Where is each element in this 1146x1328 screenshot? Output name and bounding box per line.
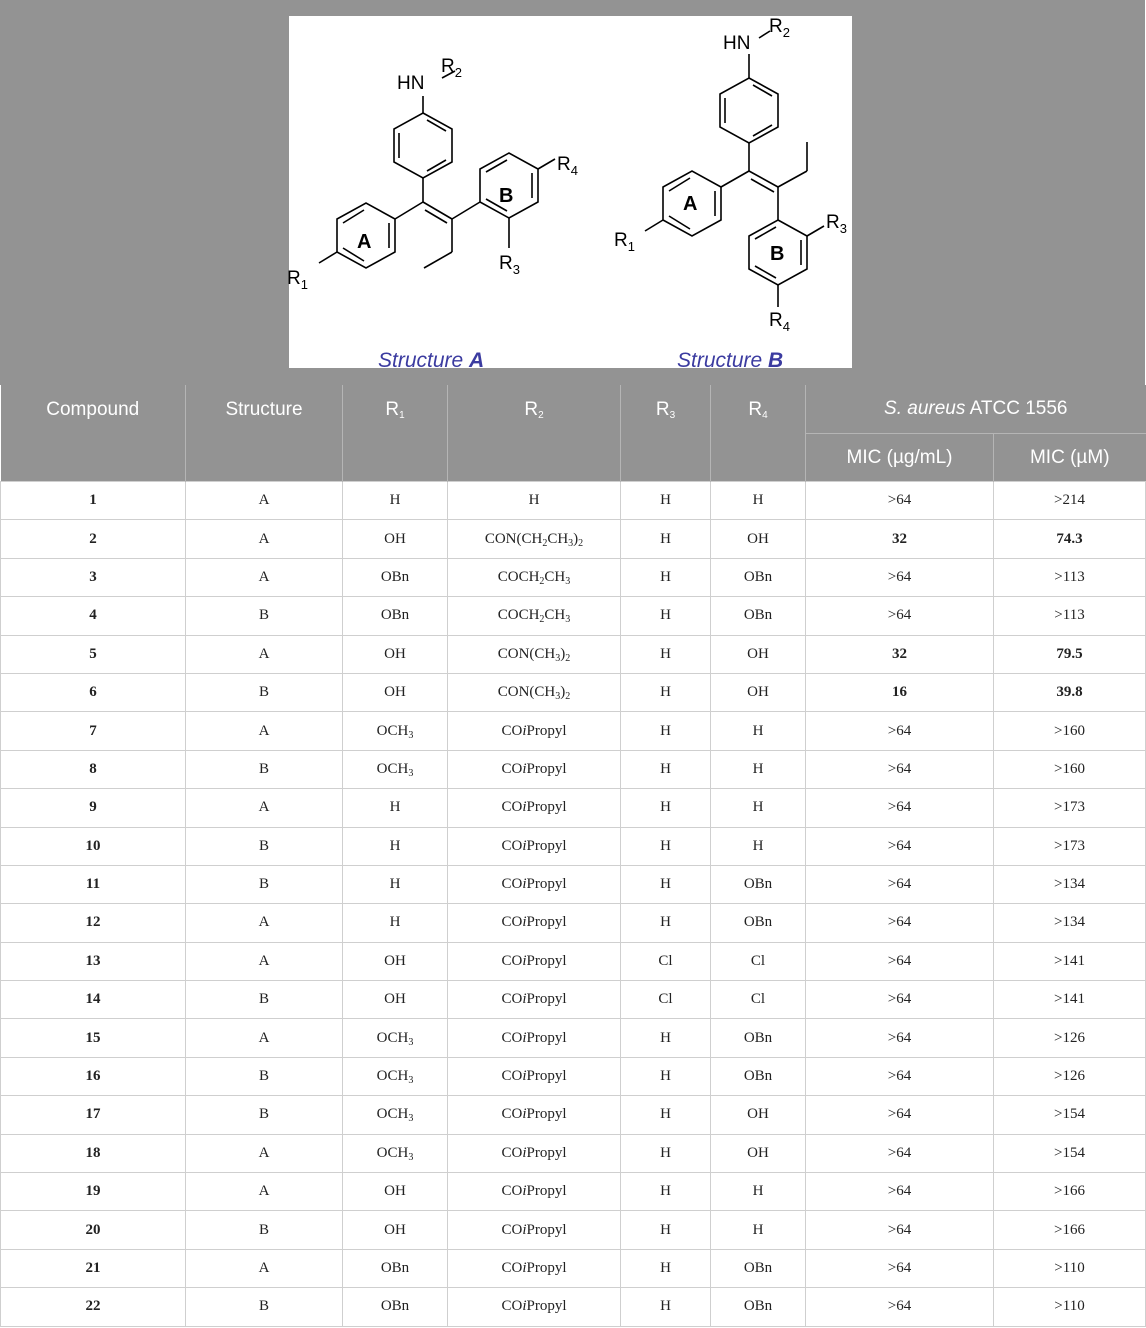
cell-r2: H [448, 482, 621, 520]
cell-r4: OH [711, 520, 806, 558]
structure-a-caption: Structure A [378, 349, 485, 372]
header-r1: $R_1$ [343, 385, 448, 482]
structure-b-caption: Structure B [677, 349, 784, 372]
cell-mic-um: >113 [994, 558, 1146, 596]
cell-r3: H [621, 712, 711, 750]
cell-r3: H [621, 865, 711, 903]
cell-compound: 8 [1, 750, 186, 788]
cell-compound: 17 [1, 1096, 186, 1134]
cell-r4: OBn [711, 1019, 806, 1057]
cell-compound: 15 [1, 1019, 186, 1057]
cell-mic-ug: >64 [806, 827, 994, 865]
cell-r4: H [711, 712, 806, 750]
cell-r1: H [343, 904, 448, 942]
cell-mic-ug: >64 [806, 1057, 994, 1095]
cell-mic-ug: >64 [806, 750, 994, 788]
cell-mic-um: >166 [994, 1211, 1146, 1249]
cell-mic-ug: 32 [806, 635, 994, 673]
chemical-structures-figure [287, 16, 852, 372]
cell-r4: OBn [711, 1288, 806, 1326]
cell-mic-um: >166 [994, 1173, 1146, 1211]
table-row [1, 673, 1146, 711]
cell-mic-um: 74.3 [994, 520, 1146, 558]
header-structure: Structure [186, 385, 343, 482]
cell-compound: 7 [1, 712, 186, 750]
cell-mic-ug: >64 [806, 981, 994, 1019]
cell-compound: 20 [1, 1211, 186, 1249]
cell-r2: COiPropyl [448, 1057, 621, 1095]
table-row [1, 712, 1146, 750]
cell-mic-um: >173 [994, 827, 1146, 865]
cell-r4: OBn [711, 904, 806, 942]
cell-r1: OH [343, 1173, 448, 1211]
cell-mic-ug: >64 [806, 1249, 994, 1287]
cell-structure: A [186, 635, 343, 673]
cell-r3: Cl [621, 942, 711, 980]
struct-b-ring-a-label: A [683, 193, 698, 215]
cell-compound: 12 [1, 904, 186, 942]
table-row [1, 789, 1146, 827]
cell-mic-ug: >64 [806, 712, 994, 750]
cell-r3: H [621, 520, 711, 558]
cell-r2: COiPropyl [448, 1019, 621, 1057]
cell-r2: COiPropyl [448, 1173, 621, 1211]
cell-structure: A [186, 1249, 343, 1287]
cell-r1: $OCH_3$ [343, 1134, 448, 1172]
cell-r2: $COCH_2CH_3$ [448, 558, 621, 596]
cell-compound: 18 [1, 1134, 186, 1172]
cell-r1: $OCH_3$ [343, 1057, 448, 1095]
cell-r3: H [621, 1249, 711, 1287]
cell-structure: A [186, 558, 343, 596]
struct-b-amine-label: HN [723, 33, 751, 54]
cell-r2: COiPropyl [448, 789, 621, 827]
table-row [1, 635, 1146, 673]
table-row [1, 1211, 1146, 1249]
cell-mic-ug: >64 [806, 865, 994, 903]
table-row [1, 1096, 1146, 1134]
cell-compound: 14 [1, 981, 186, 1019]
cell-mic-um: 39.8 [994, 673, 1146, 711]
cell-r2: COiPropyl [448, 865, 621, 903]
cell-compound: 5 [1, 635, 186, 673]
cell-mic-ug: 32 [806, 520, 994, 558]
figure-banner [0, 0, 1145, 385]
struct-b-top-ring [720, 78, 778, 143]
cell-structure: A [186, 1019, 343, 1057]
cell-r3: H [621, 1211, 711, 1249]
cell-mic-ug: >64 [806, 1211, 994, 1249]
table-row [1, 597, 1146, 635]
cell-mic-um: >126 [994, 1057, 1146, 1095]
cell-r1: H [343, 865, 448, 903]
cell-mic-ug: >64 [806, 482, 994, 520]
cell-structure: A [186, 789, 343, 827]
table-row [1, 942, 1146, 980]
header-mic-um: MIC (µM) [994, 434, 1146, 482]
cell-r1: OH [343, 635, 448, 673]
cell-r1: OH [343, 942, 448, 980]
cell-compound: 11 [1, 865, 186, 903]
table-row [1, 482, 1146, 520]
cell-mic-um: >134 [994, 904, 1146, 942]
table-row [1, 1019, 1146, 1057]
cell-r3: H [621, 597, 711, 635]
cell-r2: COiPropyl [448, 981, 621, 1019]
struct-a-amine-label: HN [397, 73, 425, 94]
cell-r4: OBn [711, 1249, 806, 1287]
cell-r4: OH [711, 1096, 806, 1134]
cell-structure: A [186, 1134, 343, 1172]
cell-mic-um: >141 [994, 981, 1146, 1019]
table-row [1, 750, 1146, 788]
cell-r4: Cl [711, 981, 806, 1019]
cell-r3: H [621, 827, 711, 865]
table-row [1, 1057, 1146, 1095]
cell-structure: A [186, 1173, 343, 1211]
cell-r2: COiPropyl [448, 904, 621, 942]
struct-a-r4-label: $R_4$ [557, 154, 578, 178]
header-organism: S. aureus ATCC 1556 [806, 385, 1146, 434]
cell-r2: $CON(CH_2CH_3)_2$ [448, 520, 621, 558]
header-r3: $R_3$ [621, 385, 711, 482]
cell-r4: OBn [711, 865, 806, 903]
cell-structure: A [186, 712, 343, 750]
cell-r3: H [621, 1096, 711, 1134]
cell-r3: H [621, 635, 711, 673]
header-mic-ug: MIC (µg/mL) [806, 434, 994, 482]
table-row [1, 520, 1146, 558]
cell-compound: 2 [1, 520, 186, 558]
cell-structure: A [186, 904, 343, 942]
cell-mic-um: >214 [994, 482, 1146, 520]
cell-structure: B [186, 597, 343, 635]
cell-structure: B [186, 1288, 343, 1326]
cell-mic-ug: 16 [806, 673, 994, 711]
cell-r1: $OCH_3$ [343, 1019, 448, 1057]
cell-r3: H [621, 904, 711, 942]
cell-r3: H [621, 750, 711, 788]
table-row [1, 827, 1146, 865]
cell-r2: COiPropyl [448, 1211, 621, 1249]
cell-structure: A [186, 482, 343, 520]
cell-r4: OBn [711, 558, 806, 596]
cell-mic-ug: >64 [806, 789, 994, 827]
cell-mic-ug: >64 [806, 942, 994, 980]
table-row [1, 981, 1146, 1019]
header-r2: $R_2$ [448, 385, 621, 482]
cell-mic-um: >160 [994, 750, 1146, 788]
cell-structure: B [186, 865, 343, 903]
header-r4: $R_4$ [711, 385, 806, 482]
cell-mic-um: >126 [994, 1019, 1146, 1057]
cell-r3: H [621, 1057, 711, 1095]
cell-r3: Cl [621, 981, 711, 1019]
cell-compound: 9 [1, 789, 186, 827]
cell-r2: $CON(CH_3)_2$ [448, 635, 621, 673]
cell-structure: A [186, 942, 343, 980]
cell-r3: H [621, 558, 711, 596]
structures-drawing [287, 16, 852, 372]
cell-mic-ug: >64 [806, 1288, 994, 1326]
table-row [1, 865, 1146, 903]
cell-mic-um: >134 [994, 865, 1146, 903]
cell-compound: 6 [1, 673, 186, 711]
cell-r1: OH [343, 1211, 448, 1249]
struct-a-r1-label: $R_1$ [287, 268, 308, 292]
cell-r3: H [621, 1173, 711, 1211]
struct-b-r4-label: $R_4$ [769, 310, 790, 334]
table-row [1, 558, 1146, 596]
table-body [1, 482, 1146, 1327]
cell-r1: $OCH_3$ [343, 712, 448, 750]
cell-r2: COiPropyl [448, 827, 621, 865]
cell-mic-um: >160 [994, 712, 1146, 750]
struct-a-ring-a-label: A [357, 231, 372, 253]
cell-mic-ug: >64 [806, 1173, 994, 1211]
cell-r4: H [711, 789, 806, 827]
cell-r2: $CON(CH_3)_2$ [448, 673, 621, 711]
cell-r4: H [711, 482, 806, 520]
cell-r2: COiPropyl [448, 942, 621, 980]
cell-r1: $OCH_3$ [343, 750, 448, 788]
cell-mic-um: >110 [994, 1288, 1146, 1326]
table-row [1, 1288, 1146, 1326]
cell-r1: OBn [343, 1288, 448, 1326]
cell-r2: COiPropyl [448, 1249, 621, 1287]
table-row [1, 1173, 1146, 1211]
cell-compound: 13 [1, 942, 186, 980]
cell-r3: H [621, 482, 711, 520]
mic-results-table [0, 385, 1146, 1327]
cell-r1: H [343, 827, 448, 865]
cell-compound: 1 [1, 482, 186, 520]
cell-r4: OH [711, 673, 806, 711]
table-row [1, 1134, 1146, 1172]
cell-compound: 4 [1, 597, 186, 635]
cell-mic-ug: >64 [806, 558, 994, 596]
cell-r3: H [621, 1134, 711, 1172]
cell-r1: $OCH_3$ [343, 1096, 448, 1134]
cell-compound: 16 [1, 1057, 186, 1095]
cell-mic-ug: >64 [806, 1096, 994, 1134]
cell-r4: H [711, 827, 806, 865]
struct-b-r2-label: $R_2$ [769, 16, 790, 40]
cell-r1: OBn [343, 597, 448, 635]
cell-structure: A [186, 520, 343, 558]
cell-r4: OBn [711, 1057, 806, 1095]
table-row [1, 1249, 1146, 1287]
cell-r3: H [621, 1288, 711, 1326]
cell-structure: B [186, 1057, 343, 1095]
cell-mic-ug: >64 [806, 904, 994, 942]
cell-r1: OH [343, 981, 448, 1019]
cell-r2: COiPropyl [448, 712, 621, 750]
cell-r1: H [343, 482, 448, 520]
cell-r3: H [621, 789, 711, 827]
cell-structure: B [186, 1211, 343, 1249]
cell-compound: 3 [1, 558, 186, 596]
cell-mic-um: >154 [994, 1096, 1146, 1134]
cell-structure: B [186, 673, 343, 711]
cell-mic-ug: >64 [806, 597, 994, 635]
cell-structure: B [186, 750, 343, 788]
cell-r4: H [711, 1211, 806, 1249]
cell-r3: H [621, 1019, 711, 1057]
cell-structure: B [186, 981, 343, 1019]
table-row [1, 904, 1146, 942]
cell-structure: B [186, 827, 343, 865]
struct-b-ring-b-label: B [770, 243, 785, 265]
cell-r2: $COCH_2CH_3$ [448, 597, 621, 635]
cell-r2: COiPropyl [448, 750, 621, 788]
cell-mic-ug: >64 [806, 1134, 994, 1172]
cell-r1: OBn [343, 558, 448, 596]
struct-a-r3-label: $R_3$ [499, 253, 520, 277]
cell-mic-ug: >64 [806, 1019, 994, 1057]
struct-b-r1-label: $R_1$ [614, 230, 635, 254]
cell-compound: 22 [1, 1288, 186, 1326]
cell-r1: H [343, 789, 448, 827]
cell-r1: OH [343, 673, 448, 711]
cell-r4: Cl [711, 942, 806, 980]
cell-compound: 10 [1, 827, 186, 865]
cell-r3: H [621, 673, 711, 711]
header-compound: Compound [1, 385, 186, 482]
cell-compound: 19 [1, 1173, 186, 1211]
struct-a-ring-b-label: B [499, 185, 514, 207]
cell-mic-um: >113 [994, 597, 1146, 635]
cell-mic-um: 79.5 [994, 635, 1146, 673]
cell-compound: 21 [1, 1249, 186, 1287]
struct-a-top-ring [394, 113, 452, 178]
cell-r2: COiPropyl [448, 1096, 621, 1134]
cell-r4: H [711, 1173, 806, 1211]
cell-r4: OH [711, 1134, 806, 1172]
cell-r4: H [711, 750, 806, 788]
cell-r4: OBn [711, 597, 806, 635]
cell-structure: B [186, 1096, 343, 1134]
struct-a-r2-label: $R_2$ [441, 56, 462, 80]
cell-mic-um: >141 [994, 942, 1146, 980]
cell-r2: COiPropyl [448, 1288, 621, 1326]
cell-mic-um: >110 [994, 1249, 1146, 1287]
cell-mic-um: >154 [994, 1134, 1146, 1172]
struct-b-r3-label: $R_3$ [826, 212, 847, 236]
cell-r4: OH [711, 635, 806, 673]
cell-r1: OBn [343, 1249, 448, 1287]
cell-r1: OH [343, 520, 448, 558]
cell-mic-um: >173 [994, 789, 1146, 827]
cell-r2: COiPropyl [448, 1134, 621, 1172]
